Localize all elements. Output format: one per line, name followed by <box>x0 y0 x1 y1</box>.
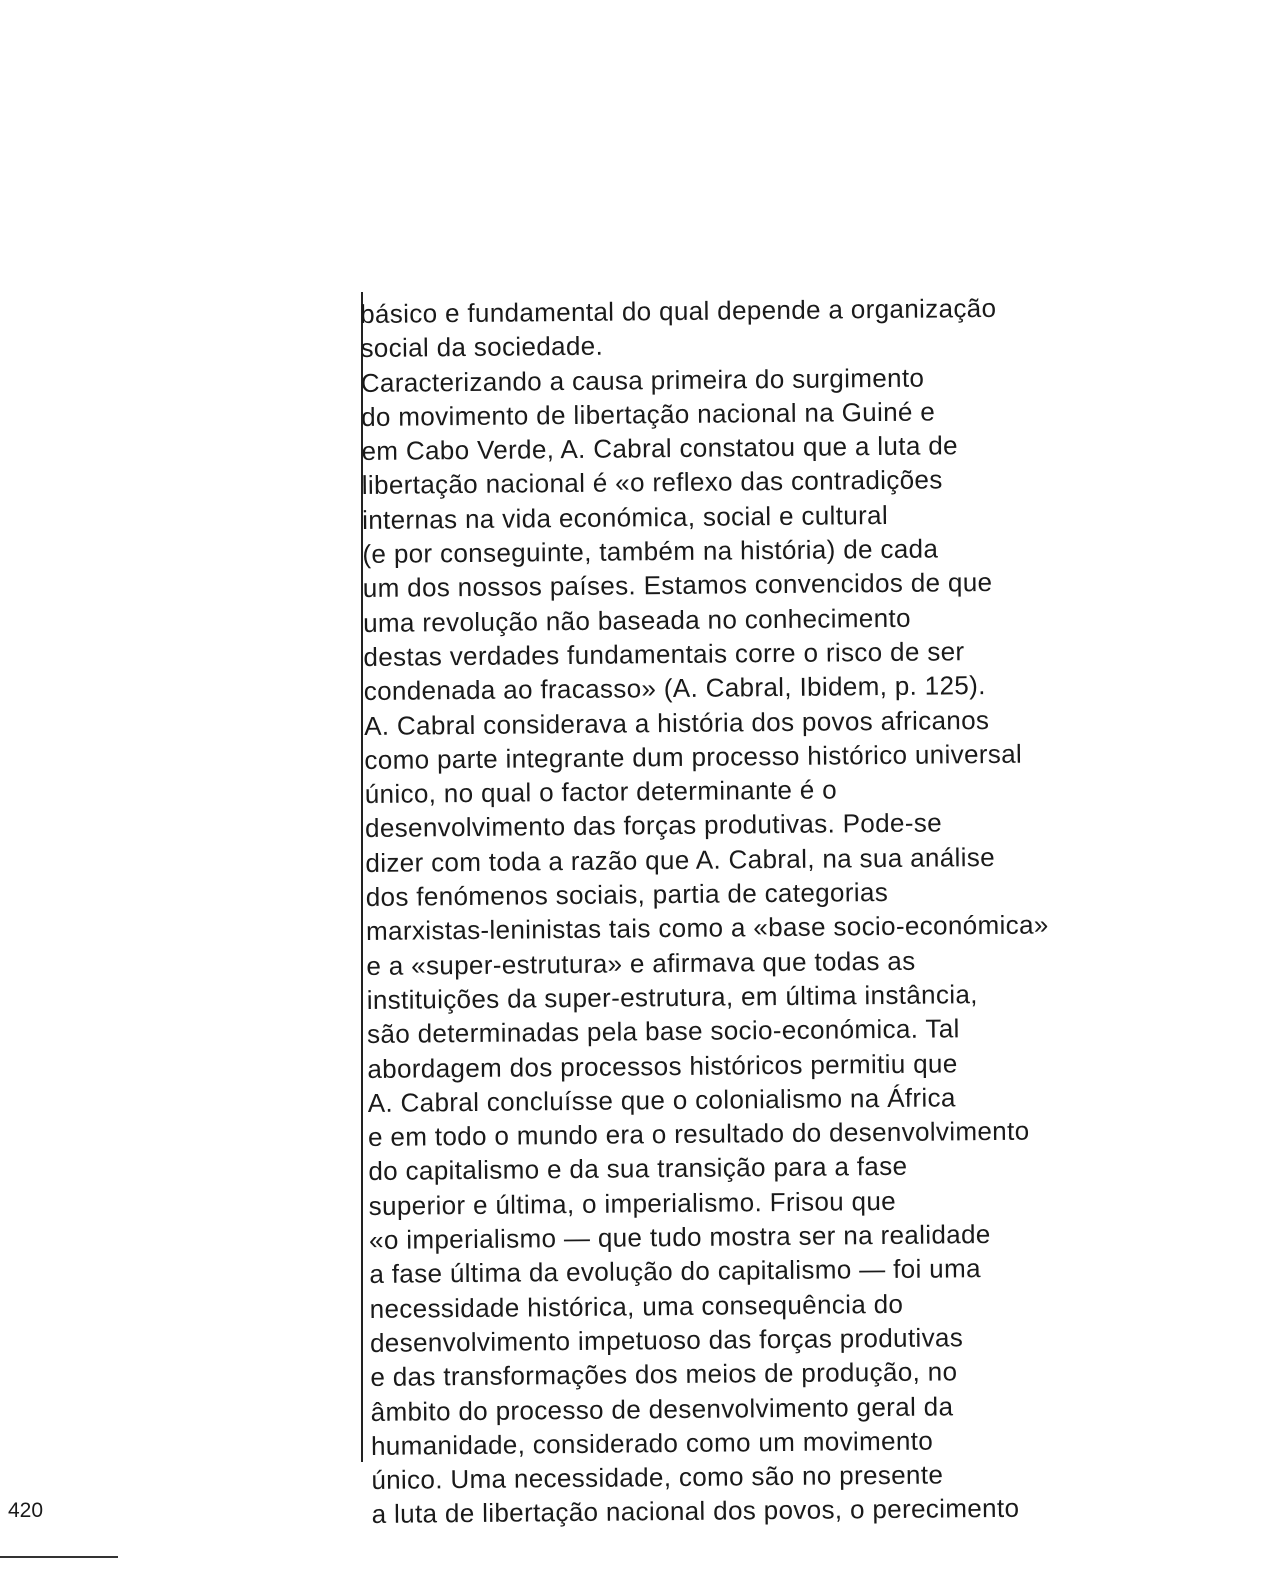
text-line: e em todo o mundo era o resultado do desenvolvimento <box>367 1115 1030 1153</box>
text-line: superior e última, o imperialismo. Frisou que <box>368 1185 897 1221</box>
body-text <box>360 289 1252 1532</box>
text-line: como parte integrante dum processo histórico universal <box>364 738 1023 775</box>
text-line: são determinadas pela base socio-económica. Tal <box>366 1013 960 1050</box>
text-line: internas na vida económica, social e cultural <box>361 499 889 535</box>
text-line: do capitalismo e da sua transição para a fase <box>368 1151 908 1187</box>
text-line: e a «super-estrutura» e afirmava que todas as <box>366 945 916 981</box>
text-line: «o imperialismo — que tudo mostra ser na realidade <box>368 1219 991 1255</box>
text-line: abordagem dos processos históricos permitiu que <box>367 1047 958 1084</box>
text-line: do movimento de libertação nacional na Guiné e <box>361 396 936 432</box>
text-line: destas verdades fundamentais corre o risco de ser <box>363 636 965 672</box>
text-line: humanidade, considerado como um movimento <box>370 1425 934 1461</box>
text-line: desenvolvimento das forças produtivas. Pode-se <box>364 807 943 844</box>
text-line: social da sociedade. <box>360 330 604 364</box>
text-line: A. Cabral concluísse que o colonialismo na África <box>367 1082 956 1118</box>
page-number: 420 <box>8 1499 44 1522</box>
text-line: A. Cabral considerava a história dos povos africanos <box>363 704 990 741</box>
text-line: Caracterizando a causa primeira do surgimento <box>360 362 925 398</box>
text-line: a fase última da evolução do capitalismo — foi uma <box>369 1253 981 1290</box>
text-line: condenada ao fracasso» (A. Cabral, Ibidem, p. 125). <box>363 670 986 707</box>
bottom-rule <box>0 1556 118 1558</box>
text-line: âmbito do processo de desenvolvimento geral da <box>370 1390 954 1427</box>
text-line: e das transformações dos meios de produção, no <box>370 1356 958 1393</box>
text-line: libertação nacional é «o reflexo das contradições <box>361 464 943 501</box>
text-line: a luta de libertação nacional dos povos, o perecimento <box>371 1493 1020 1530</box>
text-line: dizer com toda a razão que A. Cabral, na sua análise <box>365 841 996 878</box>
text-line: único, no qual o factor determinante é o <box>364 774 838 810</box>
text-line: dos fenómenos sociais, partia de categorias <box>365 877 889 913</box>
text-line: em Cabo Verde, A. Cabral constatou que a luta de <box>361 430 959 467</box>
text-line: marxistas-leninistas tais como a «base socio-económica» <box>365 909 1049 947</box>
text-line: desenvolvimento impetuoso das forças produtivas <box>369 1322 964 1358</box>
text-line: uma revolução não baseada no conhecimento <box>362 602 911 638</box>
text-line: necessidade histórica, uma consequência do <box>369 1288 904 1324</box>
text-line: básico e fundamental do qual depende a organização <box>360 292 997 329</box>
text-line: um dos nossos países. Estamos convencidos de que <box>362 567 993 604</box>
text-line: (e por conseguinte, também na história) de cada <box>362 533 939 570</box>
text-line: único. Uma necessidade, como são no presente <box>371 1459 944 1496</box>
text-line: instituições da super-estrutura, em última instância, <box>366 979 978 1015</box>
